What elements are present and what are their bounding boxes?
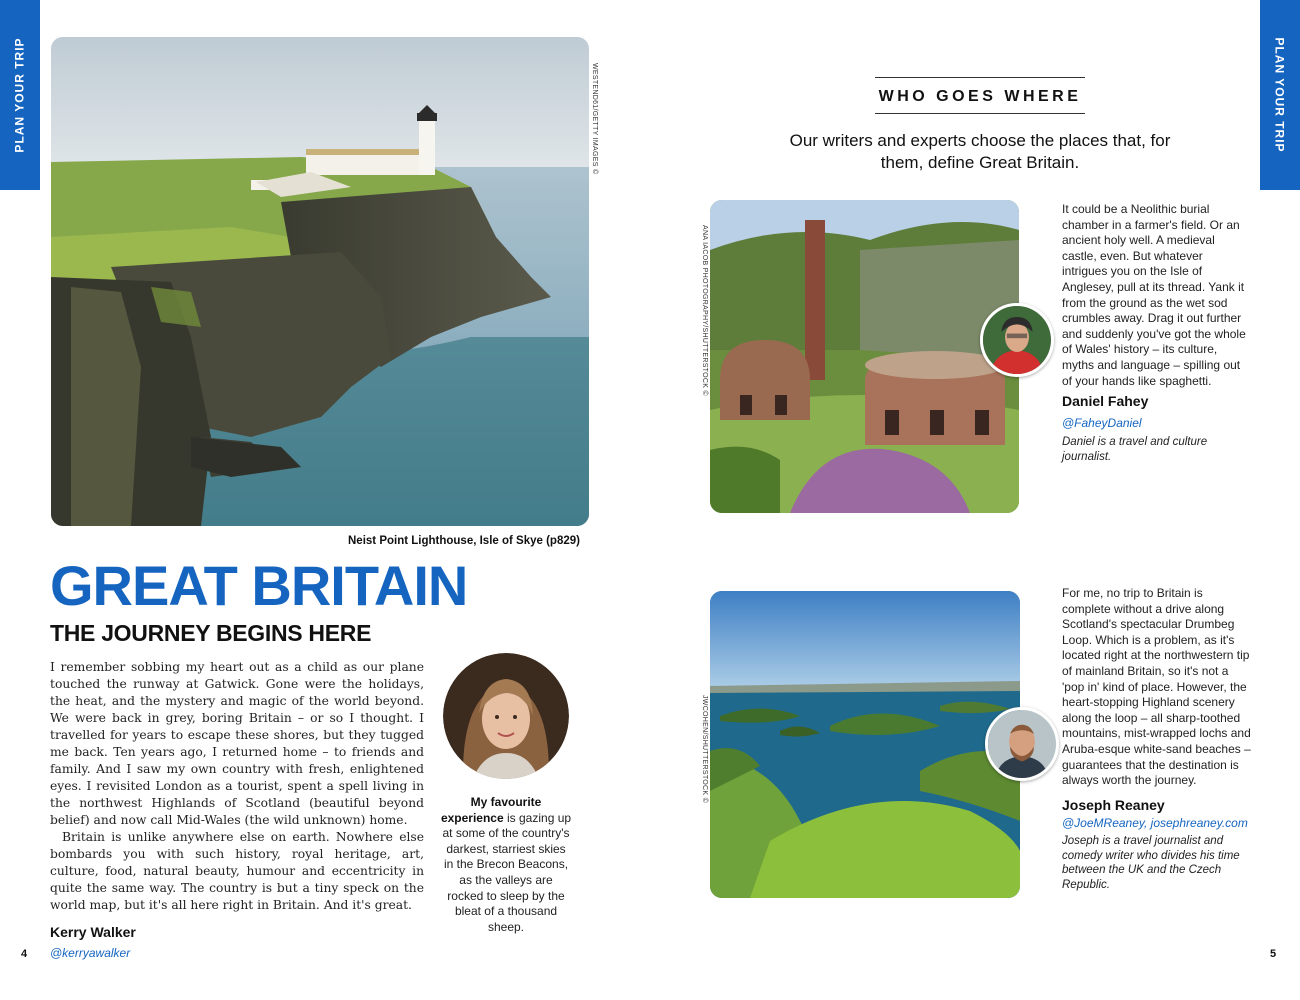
page-title: GREAT BRITAIN xyxy=(50,554,468,617)
intro-paragraph-1: I remember sobbing my heart out as a child as our plane touched the runway at Gatwick. Gone were the holidays, the heat, and the mystery and magic of the world beyond. We were back in grey, boring Britain – or so I thought. I travelled for years to escape these shores, but they tugged me back. Ten years ago, I returned home – to friends and family. And I saw my own country with fresh, enlightened eyes. I revisited London as a tourist, spent a spell living in the northwest Highlands of Scotland (beautiful beyond belief) and now call Mid-Wales (the wild unknown) home. xyxy=(50,660,424,827)
writer-name-joseph: Joseph Reaney xyxy=(1062,797,1165,813)
main-photo-caption: Neist Point Lighthouse, Isle of Skye (p829) xyxy=(348,535,580,547)
writer-handle-joseph[interactable]: @JoeMReaney, josephreaney.com xyxy=(1062,816,1248,830)
kiln-ruins-photo xyxy=(710,200,1019,513)
author-name: Kerry Walker xyxy=(50,924,136,940)
section-intro: Our writers and experts choose the places that, for them, define Great Britain. xyxy=(789,131,1171,172)
lighthouse-cliffs-photo xyxy=(51,37,589,526)
wales-photo-credit: ANA IACOB PHOTOGRAPHY/SHUTTERSTOCK © xyxy=(701,225,708,396)
section-heading: WHO GOES WHERE xyxy=(878,88,1082,105)
writer-avatar-daniel xyxy=(980,303,1054,377)
side-tab-right xyxy=(1260,0,1300,190)
intro-text xyxy=(50,659,424,914)
writer-avatar-joseph xyxy=(985,707,1059,781)
heading-rule-bottom xyxy=(875,113,1085,114)
page-number-right: 5 xyxy=(1270,948,1277,960)
author-handle[interactable]: @kerryawalker xyxy=(50,946,131,960)
side-tab-left xyxy=(0,0,40,190)
favourite-text: is gazing up at some of the country's darkest, starriest skies in the Brecon Beacons, as the valleys are rocked to sleep by the bleat of a thousand sheep. xyxy=(442,810,572,934)
writer-text-joseph: For me, no trip to Britain is complete without a drive along Scotland's spectacular Drumbeg Loop. Which is a problem, as it's located right at the northwestern tip of mainland Britain, so it's not a 'pop in' kind of place. However, the heart-stopping Highland scenery along the loop – all sharp-toothed mountains, mist-wrapped lochs and Aruba-esque white-sand beaches – guarantees that the destination is always worth the journey. xyxy=(1062,586,1251,788)
page-number-left: 4 xyxy=(21,948,28,960)
favourite-experience xyxy=(440,795,572,935)
author-avatar xyxy=(443,653,569,779)
writer-bio-joseph: Joseph is a travel journalist and comedy writer who divides his time between the UK and the Czech Republic. xyxy=(1062,835,1240,891)
favourite-label: My favourite experience xyxy=(440,795,542,825)
side-tab-right-label: PLAN YOUR TRIP xyxy=(1273,37,1287,153)
scotland-photo-credit: JWCOHEN/SHUTTERSTOCK © xyxy=(701,695,708,804)
writer-bio-daniel: Daniel is a travel and culture journalist. xyxy=(1062,436,1208,463)
page-subtitle: THE JOURNEY BEGINS HERE xyxy=(50,620,372,646)
heading-rule-top xyxy=(875,77,1085,78)
loch-islands-photo xyxy=(710,591,1020,898)
side-tab-left-label: PLAN YOUR TRIP xyxy=(13,37,27,153)
writer-text-daniel: It could be a Neolithic burial chamber in a farmer's field. Or an ancient holy well. A medieval castle, even. But whatever intrigues you on the Isle of Anglesey, pull at its thread. Yank it from the ground as the wet sod crumbles away. Drag it out further and suddenly you've got the whole of Wales' history – its culture, myths and language – spilling out of your hands like spaghetti. xyxy=(1062,202,1246,388)
writer-handle-daniel[interactable]: @FaheyDaniel xyxy=(1062,416,1142,430)
main-photo-credit: WESTEND61/GETTY IMAGES © xyxy=(591,63,598,175)
writer-name-daniel: Daniel Fahey xyxy=(1062,393,1149,409)
intro-paragraph-2: Britain is unlike anywhere else on earth. Nowhere else bombards you with such history, royal heritage, art, culture, food, natural beauty, humour and eccentricity in quite the same way. The country is but a tiny speck on the world map, but it's all here right in Britain. And it's great. xyxy=(50,830,424,912)
